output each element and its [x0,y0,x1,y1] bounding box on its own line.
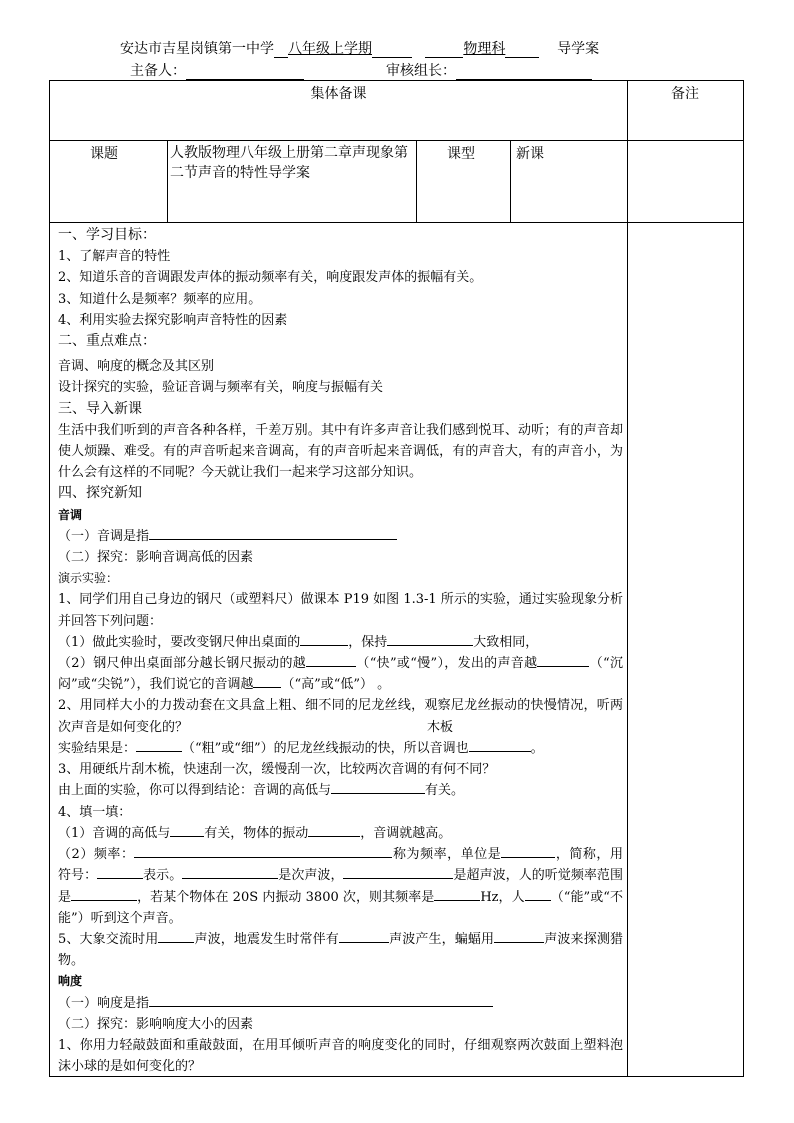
subsection-title: 响度 [58,974,83,989]
answer-blank[interactable] [306,653,356,667]
answer-blank[interactable] [537,653,589,667]
blank-line [425,42,463,58]
section-title: 一、学习目标： [58,227,156,243]
reviewer-label: 审核组长： [386,63,456,79]
list-item: 音调、响度的概念及其区别 [58,359,215,375]
answer-blank[interactable] [182,865,278,879]
answer-blank[interactable] [158,929,194,943]
answer-blank[interactable] [170,823,204,837]
notes-column-divider [627,81,628,1076]
intro-paragraph: 生活中我们听到的声音各种各样，千差万别。其中有许多声音让我们感到悦耳、动听；有的声音却使人烦躁、难受。有的声音听起来音调高，有的声音听起来音调低，有的声音大，有的声音小，为什么会有这样的不同呢？今天就让我们一起来学习这部分知识。 [58,422,623,481]
question-line: 1、同学们用自己身边的钢尺（或塑料尺）做课本 P19 如图 1.3-1 所示的实验，通过实验现象分析并回答下列问题： [58,592,623,629]
row-divider [50,222,743,223]
answer-blank[interactable] [300,632,348,646]
question-line: 2、用同样大小的力拨动套在文具盒上粗、细不同的尼龙丝线，观察尼龙丝振动的快慢情况，听两次声音是如何变化的？ [58,698,623,735]
section-title: 二、重点难点： [58,333,156,350]
question-line: 由上面的实验，你可以得到结论：音调的高低与 有关。 [58,780,623,801]
school-name: 安达市吉星岗镇第一中学 [120,41,274,57]
board-label: 木板 [426,719,453,735]
answer-blank[interactable] [339,929,389,943]
question-line: （二）探究：影响音调高低的因素 [58,550,254,566]
doc-type: 导学案 [557,41,600,57]
demo-label: 演示实验： [58,571,119,586]
question-line: （一）音调是指 [58,526,623,547]
blank-line [274,42,288,58]
section-title: 四、探究新知 [58,485,142,502]
type-value: 新课 [516,146,544,162]
answer-blank[interactable] [149,526,397,540]
answer-blank[interactable] [525,887,551,901]
answer-blank[interactable] [501,844,555,858]
subject-text: 物理科 [463,41,506,57]
question-line: 1、你用力轻敲鼓面和重敲鼓面，在用耳倾听声音的响度变化的同时，仔细观察两次鼓面上塑料泡沫小球的是如何变化的？ [58,1037,623,1075]
answer-blank[interactable] [97,865,143,879]
answer-blank[interactable] [134,844,392,858]
header-line-1 [120,38,599,58]
header-line-2 [130,60,592,80]
question-line: （二）探究：影响响度大小的因素 [58,1016,254,1032]
blank-line [505,42,539,58]
question-line: （1）音调的高低与 有关，物体的振动 ，音调就越高。 [58,823,623,844]
answer-blank[interactable] [331,780,425,794]
notes-header: 备注 [671,86,699,102]
question-line: 实验结果是： （“粗”或“细”）的尼龙丝线振动的快，所以音调也 。 [58,738,623,759]
list-item: 设计探究的实验，验证音调与频率有关，响度与振幅有关 [58,380,384,396]
type-label: 课型 [447,146,475,162]
author-field [186,64,304,80]
lesson-content [58,225,623,1077]
answer-blank[interactable] [308,823,360,837]
row-divider [50,140,743,141]
question-line: 5、大象交流时用 声波，地震发生时常伴有 声波产生，蝙蝠用 声波来探测猎物。 [58,929,623,971]
question-line: （2）频率： 称为频率，单位是 ，简称，用符号： 表示。 是次声波， 是超声波，人的听觉频率范围是 ，若某个物体在 20S 内振动 3800 次，则其频率是 Hz，人 （“能”或“不能”）听到这个声音。 [58,844,623,929]
list-item: 4、利用实验去探究影响声音特性的因素 [58,312,288,328]
subsection-title: 音调 [58,507,83,522]
cell-divider [167,140,168,222]
answer-blank[interactable] [149,993,493,1007]
answer-blank[interactable] [434,887,480,901]
answer-blank[interactable] [469,738,531,752]
topic-label: 课题 [90,146,118,162]
question-line: （1）做此实验时，要改变钢尺伸出桌面的 ，保持 大致相同， [58,632,623,653]
list-item: 3、知道什么是频率？频率的应用。 [58,291,262,307]
collective-prep-header: 集体备课 [310,86,367,102]
question-line: （2）钢尺伸出桌面部分越长钢尺振动的越 （“快”或“慢”），发出的声音越 （“沉闷”或“尖锐”），我们说它的音调越 （“高”或“低”） 。 [58,653,623,695]
answer-blank[interactable] [253,674,281,688]
cell-divider [416,140,417,222]
answer-blank[interactable] [494,929,544,943]
question-line: 4、填一填： [58,804,132,820]
answer-blank[interactable] [71,887,137,901]
list-item: 2、知道乐音的音调跟发声体的振动频率有关，响度跟发声体的振幅有关。 [58,270,483,286]
blank-line [372,42,412,58]
grade-text: 八年级上学期 [288,41,372,57]
cell-divider [510,140,511,222]
lesson-plan-table [49,80,744,1077]
list-item: 1、了解声音的特性 [58,249,171,265]
answer-blank[interactable] [387,632,473,646]
topic-value: 人教版物理八年级上册第二章声现象第二节声音的特性导学案 [170,145,408,181]
answer-blank[interactable] [136,738,182,752]
section-title: 三、导入新课 [58,400,142,417]
reviewer-field [456,64,592,80]
author-label: 主备人： [130,63,186,79]
question-line: 3、用硬纸片刮木梳，快速刮一次，缓慢刮一次，比较两次音调的有何不同？ [58,762,496,778]
question-line: （一）响度是指 [58,993,623,1014]
answer-blank[interactable] [343,865,453,879]
